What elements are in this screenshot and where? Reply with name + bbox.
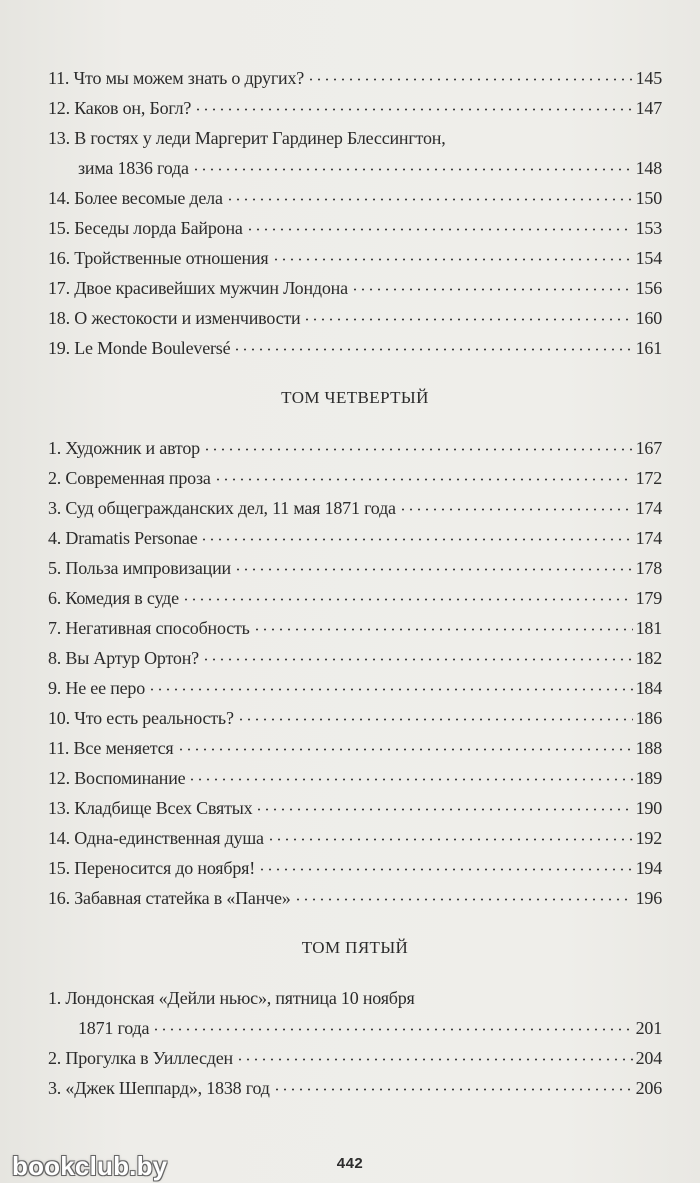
entry-page-number: 156 [635, 278, 662, 298]
entry-number: 15. [48, 858, 70, 878]
entry-number: 3. [48, 1078, 62, 1098]
entry-page-number: 167 [635, 438, 662, 458]
entry-page-number: 154 [635, 248, 662, 268]
dot-leader [237, 718, 633, 721]
entry-title: Dramatis Personae [65, 528, 198, 548]
entry-title: Комедия в суде [65, 588, 179, 608]
entry-title: Более весомые дела [74, 188, 223, 208]
dot-leader [273, 1088, 633, 1091]
toc-entry [48, 583, 662, 613]
dot-leader [148, 688, 633, 691]
entry-title: Двое красивейших мужчин Лондона [74, 278, 348, 298]
dot-leader [236, 1058, 633, 1061]
entry-page-number: 174 [635, 498, 662, 518]
toc-entry [48, 123, 662, 183]
entry-page-number: 196 [635, 888, 662, 908]
entry-number: 5. [48, 558, 62, 578]
entry-number: 3. [48, 498, 62, 518]
entry-page-number: 153 [635, 218, 662, 238]
toc-entry [48, 883, 662, 913]
entry-page-number: 181 [635, 618, 662, 638]
dot-leader [267, 838, 633, 841]
dot-leader [258, 868, 633, 871]
entry-number: 16. [48, 888, 70, 908]
entry-title: Тройственные отношения [74, 248, 269, 268]
dot-leader [203, 448, 633, 451]
entry-title: Le Monde Bouleversé [74, 338, 231, 358]
entry-number: 4. [48, 528, 62, 548]
entry-number: 1. [48, 438, 62, 458]
dot-leader [200, 538, 632, 541]
entry-title: Переносится до ноября! [74, 858, 256, 878]
entry-title: Суд общегражданских дел, 11 мая 1871 года [65, 498, 396, 518]
entry-number: 8. [48, 648, 62, 668]
dot-leader [233, 348, 632, 351]
toc-entry [48, 213, 662, 243]
dot-leader [226, 198, 633, 201]
entry-page-number: 172 [635, 468, 662, 488]
toc-entry [48, 63, 662, 93]
entry-number: 16. [48, 248, 70, 268]
toc-entry [48, 523, 662, 553]
entry-page-number: 179 [635, 588, 662, 608]
entry-number: 19. [48, 338, 70, 358]
entry-title: Лондонская «Дейли ньюс», пятница 10 ноября [65, 988, 415, 1008]
entry-page-number: 182 [635, 648, 662, 668]
entry-page-number: 186 [635, 708, 662, 728]
entry-title: Что мы можем знать о других? [73, 68, 305, 88]
dot-leader [303, 318, 632, 321]
entry-page-number: 190 [635, 798, 662, 818]
toc-entry [48, 93, 662, 123]
entry-title: Что есть реальность? [74, 708, 234, 728]
entry-number: 15. [48, 218, 70, 238]
entry-title: Польза импровизации [65, 558, 231, 578]
entry-number: 2. [48, 468, 62, 488]
toc-entry [48, 613, 662, 643]
toc-entry [48, 1043, 662, 1073]
entry-number: 6. [48, 588, 62, 608]
entry-page-number: 206 [635, 1078, 662, 1098]
page-number: 442 [336, 1155, 364, 1172]
dot-leader [194, 108, 632, 111]
entry-number: 14. [48, 828, 70, 848]
dot-leader [202, 658, 633, 661]
entry-number: 9. [48, 678, 62, 698]
entry-title: Каков он, Богл? [74, 98, 192, 118]
entry-title: Все меняется [73, 738, 174, 758]
entry-page-number: 204 [635, 1048, 662, 1068]
toc-entry [48, 763, 662, 793]
entry-number: 14. [48, 188, 70, 208]
entry-title: Современная проза [65, 468, 211, 488]
dot-leader [192, 168, 633, 171]
toc-entry [48, 1073, 662, 1103]
entry-page-number: 148 [635, 158, 662, 178]
toc-entry [48, 853, 662, 883]
entry-title: О жестокости и изменчивости [74, 308, 301, 328]
entry-title: 1871 года [78, 1018, 150, 1038]
entry-number: 11. [48, 68, 70, 88]
dot-leader [272, 258, 633, 261]
entry-title: Кладбище Всех Святых [74, 798, 253, 818]
toc-entry [48, 243, 662, 273]
entry-number: 13. [48, 128, 70, 148]
entry-title: В гостях у леди Маргерит Гардинер Блессингтон, [74, 128, 446, 148]
toc-entry [48, 433, 662, 463]
toc-entry [48, 733, 662, 763]
dot-leader [188, 778, 632, 781]
entry-page-number: 160 [635, 308, 662, 328]
entry-number: 11. [48, 738, 70, 758]
toc-entry [48, 673, 662, 703]
toc-entry [48, 643, 662, 673]
dot-leader [351, 288, 633, 291]
toc-entry [48, 703, 662, 733]
entry-title: Негативная способность [65, 618, 250, 638]
dot-leader [399, 508, 633, 511]
entry-page-number: 184 [635, 678, 662, 698]
table-of-contents [48, 63, 662, 1103]
toc-entry [48, 553, 662, 583]
dot-leader [255, 808, 632, 811]
toc-entry [48, 273, 662, 303]
entry-page-number: 145 [635, 68, 662, 88]
entry-page-number: 150 [635, 188, 662, 208]
dot-leader [234, 568, 633, 571]
entry-number: 10. [48, 708, 70, 728]
entry-title: зима 1836 года [78, 158, 189, 178]
entry-page-number: 189 [635, 768, 662, 788]
entry-number: 7. [48, 618, 62, 638]
entry-title: Одна-единственная душа [74, 828, 264, 848]
entry-number: 12. [48, 98, 70, 118]
entry-title: Не ее перо [65, 678, 146, 698]
entry-number: 17. [48, 278, 70, 298]
entry-number: 13. [48, 798, 70, 818]
entry-title: Беседы лорда Байрона [74, 218, 243, 238]
toc-entry [48, 493, 662, 523]
entry-page-number: 188 [635, 738, 662, 758]
toc-entry [48, 303, 662, 333]
dot-leader [182, 598, 633, 601]
toc-entry [48, 793, 662, 823]
entry-title: «Джек Шеппард», 1838 год [65, 1078, 270, 1098]
toc-entry [48, 183, 662, 213]
toc-entry [48, 823, 662, 853]
dot-leader [214, 478, 633, 481]
section-heading: ТОМ ПЯТЫЙ [301, 938, 409, 957]
entry-page-number: 192 [635, 828, 662, 848]
entry-number: 12. [48, 768, 70, 788]
entry-number: 2. [48, 1048, 62, 1068]
dot-leader [177, 748, 633, 751]
entry-page-number: 161 [635, 338, 662, 358]
section-heading: ТОМ ЧЕТВЕРТЫЙ [281, 388, 429, 407]
toc-entry [48, 463, 662, 493]
entry-title: Забавная статейка в «Панче» [74, 888, 291, 908]
toc-entry [48, 983, 662, 1043]
entry-title: Вы Артур Ортон? [65, 648, 199, 668]
watermark-logo: bookclub.by [12, 1151, 168, 1181]
dot-leader [294, 898, 633, 901]
entry-title: Воспоминание [74, 768, 186, 788]
entry-title: Художник и автор [65, 438, 200, 458]
entry-page-number: 178 [635, 558, 662, 578]
dot-leader [307, 78, 633, 81]
entry-page-number: 147 [635, 98, 662, 118]
dot-leader [253, 628, 633, 631]
dot-leader [152, 1028, 632, 1031]
entry-title: Прогулка в Уиллесден [65, 1048, 233, 1068]
dot-leader [246, 228, 633, 231]
toc-entry [48, 333, 662, 363]
entry-number: 1. [48, 988, 62, 1008]
entry-page-number: 174 [635, 528, 662, 548]
entry-page-number: 194 [635, 858, 662, 878]
entry-number: 18. [48, 308, 70, 328]
entry-page-number: 201 [635, 1018, 662, 1038]
